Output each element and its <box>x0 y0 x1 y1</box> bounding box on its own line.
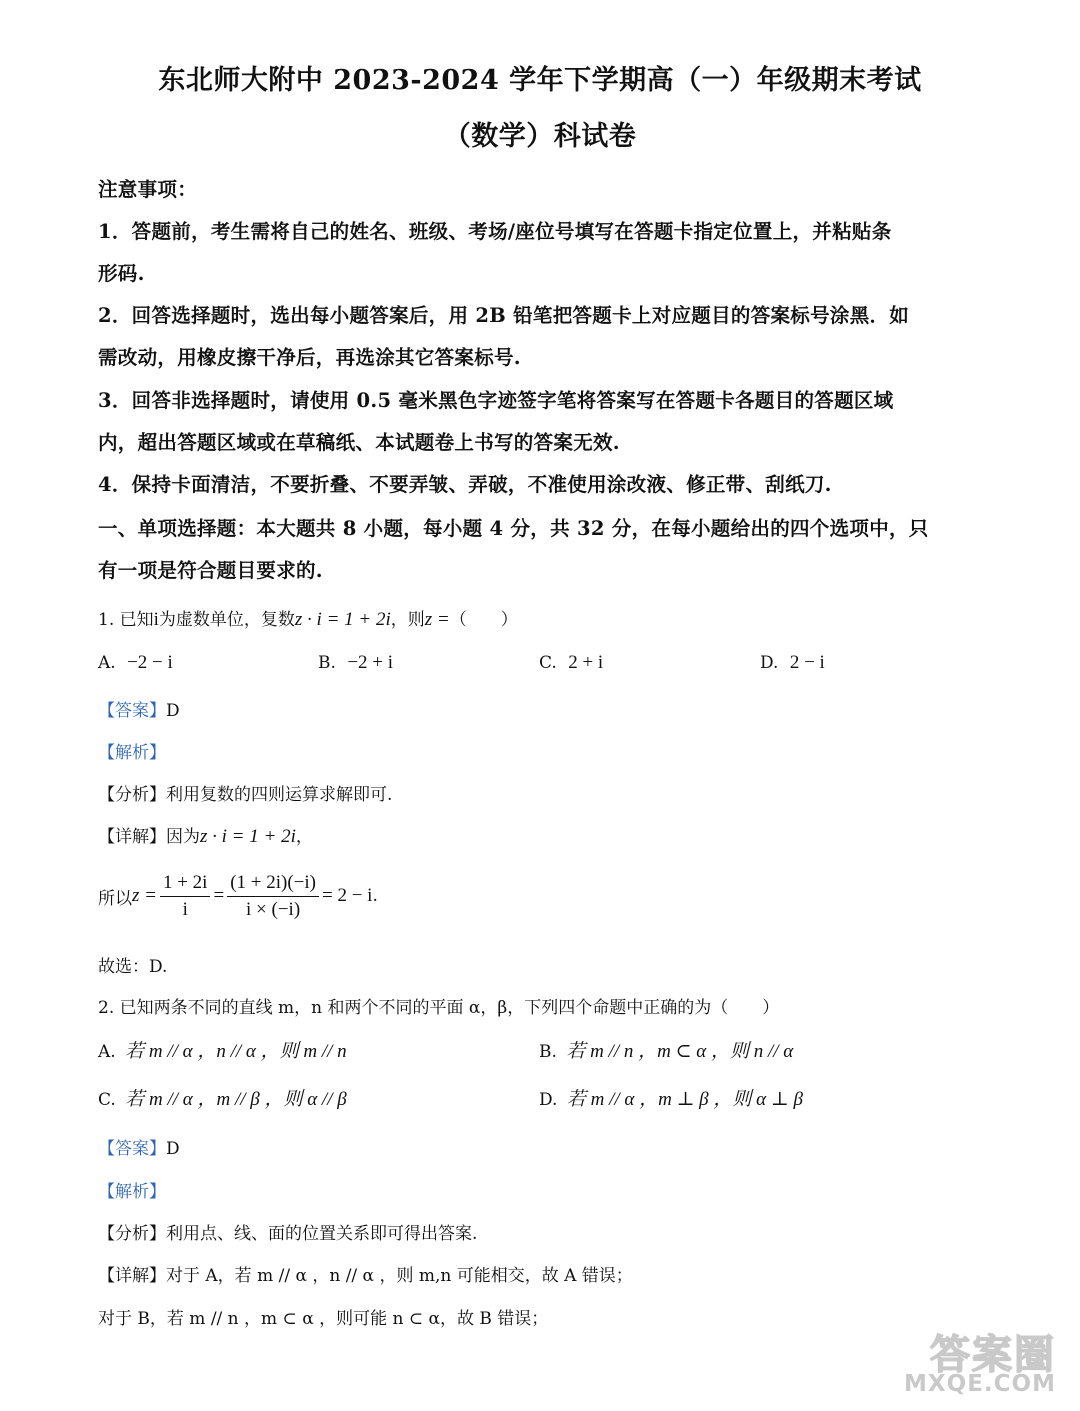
q2-detail <box>98 1261 633 1286</box>
q2-option-a <box>98 1036 347 1063</box>
solution-period: . <box>372 886 378 906</box>
q1-fenxi <box>98 780 392 805</box>
answer-value: D <box>166 1139 180 1159</box>
fraction-2-denominator: i × (−i) <box>246 898 301 920</box>
q1-answer <box>98 696 180 721</box>
q1-option-b <box>318 652 393 674</box>
q2-analysis-tag: 【解析】 <box>98 1182 166 1202</box>
notice-heading: 注意事项： <box>98 178 198 201</box>
detail-text: 对于 A，若 m // α ，n // α ，则 m,n 可能相交，故 A 错误； <box>166 1266 633 1286</box>
option-text: 若 m // α ，m ⊥ β ，则 α ⊥ β <box>566 1089 803 1110</box>
section-heading-line2: 有一项是符合题目要求的. <box>98 559 323 582</box>
q1-stem-i: i <box>153 609 159 630</box>
q1-detail <box>98 822 313 848</box>
option-text: 若 m // α ，m // β ，则 α // β <box>125 1089 347 1110</box>
exam-title-line2: （数学）科试卷 <box>443 121 637 152</box>
watermark-url: MXQE.COM <box>904 1371 1056 1397</box>
notice-line: 4．保持卡面清洁，不要折叠、不要弄皱、弄破，不准使用涂改液、修正带、刮纸刀. <box>98 473 832 496</box>
option-letter: A. <box>98 1042 116 1062</box>
option-value: 2 − i <box>789 652 825 673</box>
q1-analysis-tag: 【解析】 <box>98 743 166 763</box>
q2-stem: 2. 已知两条不同的直线 m，n 和两个不同的平面 α，β，下列四个命题中正确的为（ ） <box>98 998 780 1018</box>
q1-choose: 故选：D. <box>98 957 168 977</box>
q1-option-a <box>98 652 173 674</box>
detail-text: 因为 <box>166 827 200 847</box>
q1-stem-equation: z · i = 1 + 2i <box>294 609 391 630</box>
option-text: 若 m // α ，n // α ，则 m // n <box>125 1041 347 1062</box>
q1-solution-line <box>98 866 378 926</box>
q2-option-c <box>98 1084 347 1111</box>
detail-text: ， <box>295 827 313 847</box>
option-letter: D. <box>539 1090 558 1110</box>
option-value: 2 + i <box>568 652 604 673</box>
watermark-text: 答案圈 <box>930 1332 1056 1378</box>
option-letter: A. <box>98 653 116 673</box>
detail-tag: 【详解】 <box>98 827 166 847</box>
fenxi-text: 利用复数的四则运算求解即可. <box>166 785 393 805</box>
q1-stem-text: 为虚数单位，复数 <box>158 610 295 630</box>
section-heading-line1: 一、单项选择题：本大题共 8 小题，每小题 4 分，共 32 分，在每小题给出的四个选项中，只 <box>98 517 929 540</box>
notice-line: 1．答题前，考生需将自己的姓名、班级、考场/座位号填写在答题卡指定位置上，并粘贴条 <box>98 220 892 243</box>
detail-tag: 【详解】 <box>98 1266 166 1286</box>
q2-answer <box>98 1134 180 1159</box>
fraction-2 <box>227 872 319 921</box>
answer-value: D <box>166 701 180 721</box>
exam-title-line1: 东北师大附中 2023-2024 学年下学期高（一）年级期末考试 <box>158 65 922 96</box>
q1-option-c <box>539 652 603 674</box>
option-letter: B. <box>539 1042 557 1062</box>
notice-line: 需改动，用橡皮擦干净后，再选涂其它答案标号. <box>98 346 521 369</box>
fraction-2-numerator: (1 + 2i)(−i) <box>227 872 319 897</box>
option-value: −2 − i <box>127 652 173 673</box>
solution-prefix: 所以 <box>98 888 132 909</box>
answer-tag: 【答案】 <box>98 701 166 721</box>
solution-z: z = <box>132 885 157 906</box>
option-letter: B. <box>318 653 336 673</box>
fraction-1-denominator: i <box>182 898 188 920</box>
option-letter: C. <box>98 1090 116 1110</box>
q2-detail-line2: 对于 B，若 m // n ，m ⊂ α ，则可能 n ⊂ α，故 B 错误； <box>98 1309 549 1329</box>
answer-tag: 【答案】 <box>98 1139 166 1159</box>
q2-option-d <box>539 1084 803 1111</box>
notice-line: 形码. <box>98 262 145 285</box>
fenxi-text: 利用点、线、面的位置关系即可得出答案. <box>166 1224 478 1244</box>
option-letter: C. <box>539 653 557 673</box>
q1-stem-text: ，则 <box>390 610 425 630</box>
q1-stem-bracket: （ ） <box>449 610 518 630</box>
solution-result: = 2 − i <box>321 885 373 906</box>
q1-option-d <box>760 652 825 674</box>
watermark-logo <box>906 1323 1056 1403</box>
option-letter: D. <box>760 653 779 673</box>
option-text: 若 m // n ，m ⊂ α ，则 n // α <box>566 1041 794 1062</box>
fraction-1-numerator: 1 + 2i <box>160 872 211 897</box>
equals-sign: = <box>213 885 225 906</box>
notice-line: 3．回答非选择题时，请使用 0.5 毫米黑色字迹签字笔将答案写在答题卡各题目的答题区域 <box>98 389 894 412</box>
q1-stem-z: z = <box>424 609 450 630</box>
q2-option-b <box>539 1036 793 1063</box>
fenxi-tag: 【分析】 <box>98 785 166 805</box>
q1-stem <box>98 605 518 631</box>
detail-equation: z · i = 1 + 2i <box>200 826 296 847</box>
fraction-1 <box>160 872 211 921</box>
q2-fenxi <box>98 1219 477 1244</box>
q1-stem-text: 1. 已知 <box>98 610 154 630</box>
notice-line: 内，超出答题区域或在草稿纸、本试题卷上书写的答案无效. <box>98 431 620 454</box>
fenxi-tag: 【分析】 <box>98 1224 166 1244</box>
option-value: −2 + i <box>347 652 394 673</box>
notice-line: 2．回答选择题时，选出每小题答案后，用 2B 铅笔把答题卡上对应题目的答案标号涂黑．如 <box>98 304 910 327</box>
